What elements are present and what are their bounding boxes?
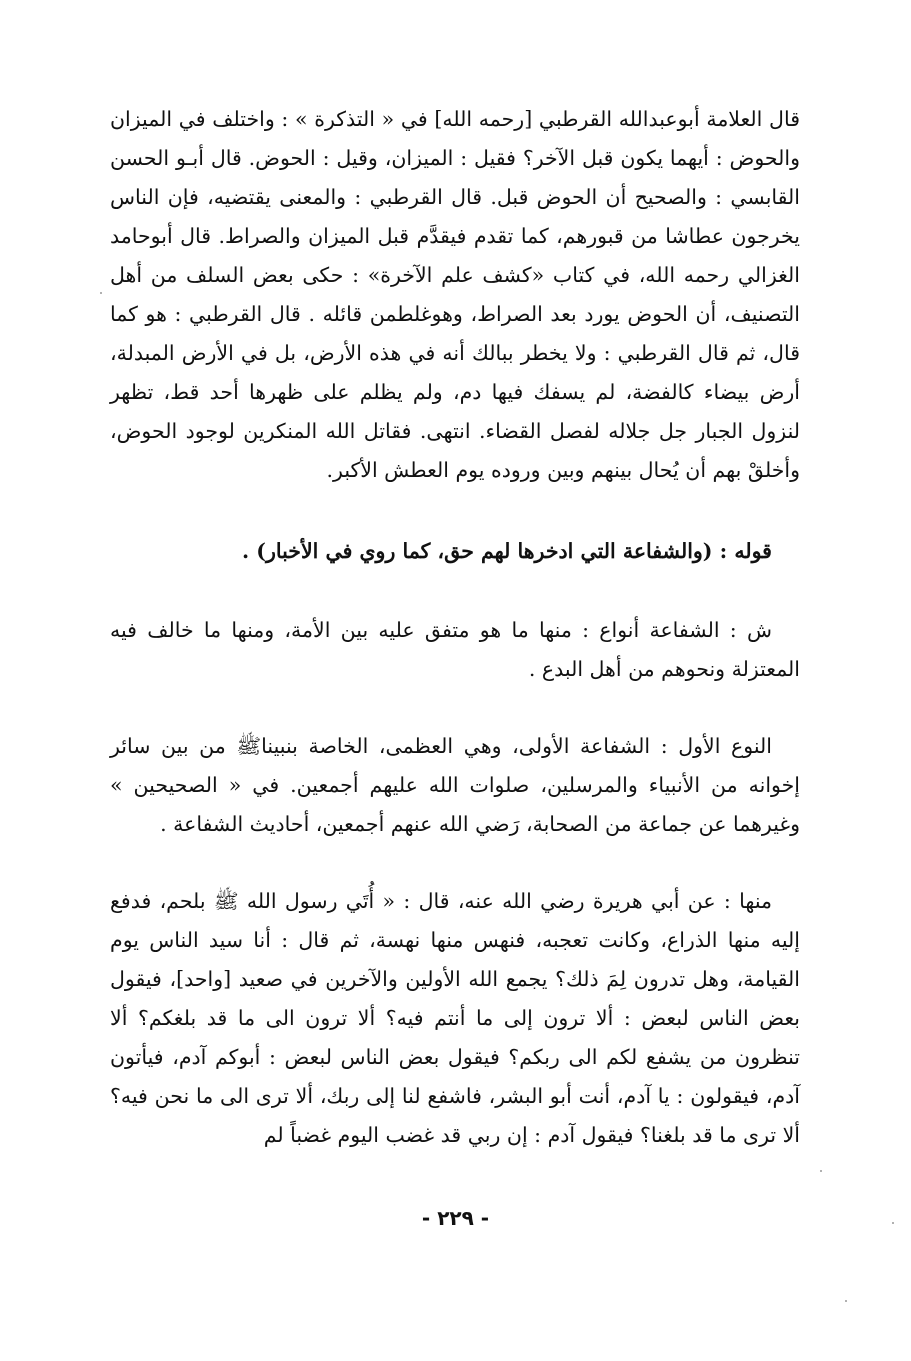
paragraph-first-type: النوع الأول : الشفاعة الأولى، وهي العظمى، الخاصة بنبيناﷺ من بين سائر إخوانه من الأنبياء والمرسلين، صلوات الله عليهم أجمعين. في « الصحيحين » وغيرهما عن جماعة من الصحابة، رَضي الله عنهم أجمعين، أحاديث الشفاعة . <box>110 734 800 836</box>
quote-text: : (والشفاعة التي ادخرها لهم حق، كما روي في الأخبار) . <box>241 539 735 563</box>
quote-label: قوله <box>734 539 772 563</box>
scan-speck <box>820 1170 822 1172</box>
paragraph-shafaa-types: ش : الشفاعة أنواع : منها ما هو متفق عليه بين الأمة، ومنها ما خالف فيه المعتزلة ونحوهم من أهل البدع . <box>110 618 800 681</box>
paragraph-hadith-abu-hurayra: منها : عن أبي هريرة رضي الله عنه، قال : « أُتَي رسول الله ﷺ بلحم، فدفع إليه منها الذراع، وكانت تعجبه، فنهس منها نهسة، ثم قال : أنا سيد الناس يوم القيامة، وهل تدرون لِمَ ذلك؟ يجمع الله الأولين والآخرين في صعيد [واحد]، فيقول بعض الناس لبعض : ألا ترون إلى ما أنتم فيه؟ ألا ترون الى ما قد بلغكم؟ ألا تنظرون من يشفع لكم الى ربكم؟ فيقول بعض الناس لبعض : أبوكم آدم، فيأتون آدم، فيقولون : يا آدم، أنت أبو البشر، فاشفع لنا إلى ربك، ألا ترى الى ما نحن فيه؟ ألا ترى ما قد بلغنا؟ فيقول آدم : إن ربي قد غضب اليوم غضباً لم <box>110 889 800 1147</box>
scan-speck <box>892 1222 894 1224</box>
scan-speck <box>845 1300 847 1302</box>
paragraph-qurtubi-hawd: قال العلامة أبوعبدالله القرطبي [رحمه الله] في « التذكرة » : واختلف في الميزان والحوض : أيهما يكون قبل الآخر؟ فقيل : الميزان، وقيل : الحوض. قال أبـو الحسن القابسي : والصحيح أن الحوض قبل. قال القرطبي : والمعنى يقتضيه، فإن الناس يخرجون عطاشا من قبورهم، كما تقدم فيقدَّم قبل الميزان والصراط. قال أبوحامد الغزالي رحمه الله، في كتاب «كشف علم الآخرة» : حكى بعض السلف من أهل التصنيف، أن الحوض يورد بعد الصراط، وهوغلطمن قائله . قال القرطبي : هو كما قال، ثم قال القرطبي : ولا يخطر ببالك أنه في هذه الأرض، بل في الأرض المبدلة، أرض بيضاء كالفضة، لم يسفك فيها دم، ولم يظلم على ظهرها أحد قط، تظهر لنزول الجبار جل جلاله لفصل القضاء. انتهى. فقاتل الله المنكرين لوجود الحوض، وأخلقْ بهم أن يُحال بينهم وبين وروده يوم العطش الأكبر. <box>110 107 800 482</box>
quote-heading <box>110 532 800 571</box>
page-number: - ٢٢٩ - <box>421 1206 490 1230</box>
scan-speck <box>100 292 102 294</box>
page-text-block <box>110 100 800 1155</box>
